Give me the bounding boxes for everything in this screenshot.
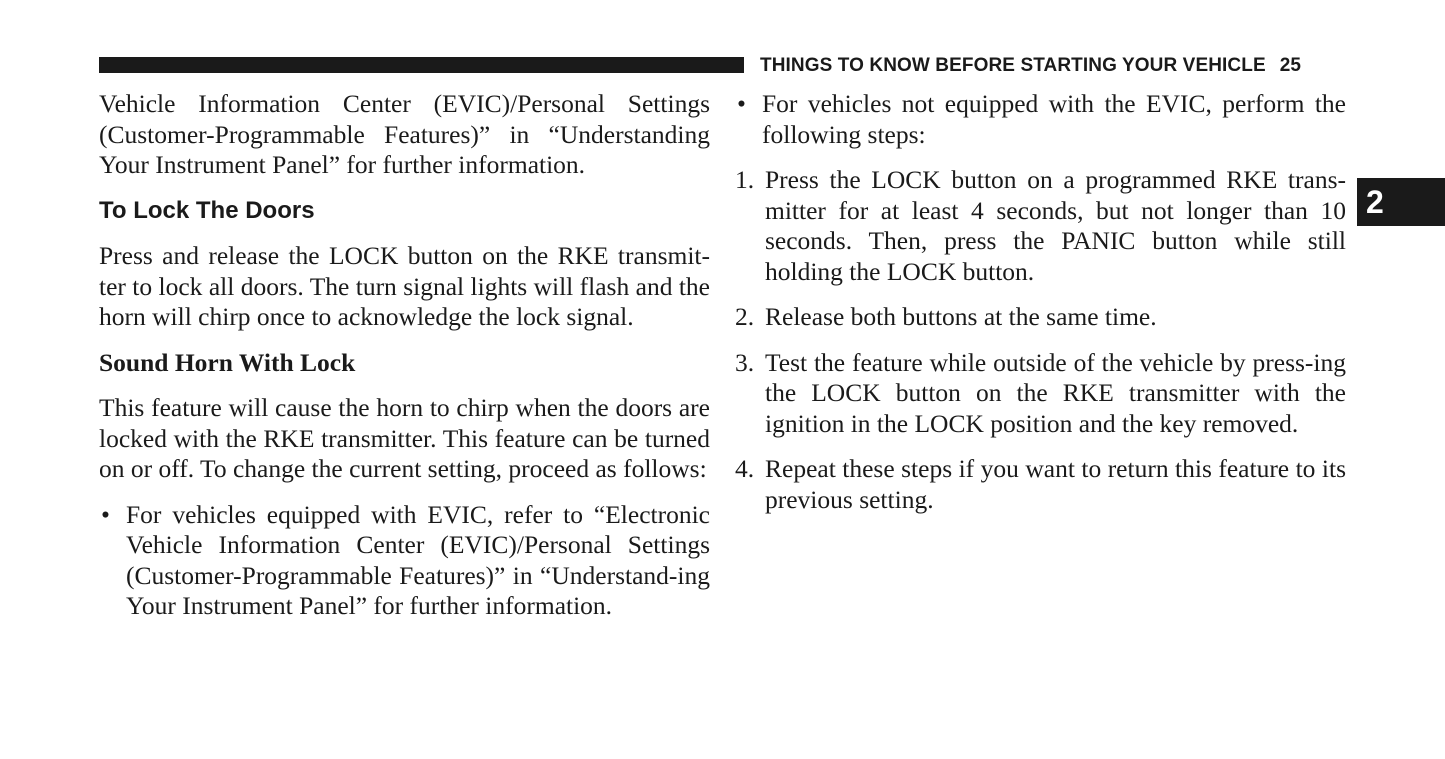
step-text: Test the feature while outside of the vehicle by press-ing the LOCK button on the RKE transmitter with the ignition in the LOCK position and the key removed. (765, 347, 1346, 438)
step-number: 4. (735, 454, 755, 483)
right-column (735, 89, 1346, 515)
header-rule-bar (99, 57, 744, 73)
bullet-marker: • (737, 89, 746, 118)
step-text: Repeat these steps if you want to return this feature to its previous setting. (765, 454, 1346, 514)
step-number: 3. (735, 347, 755, 377)
step-item (735, 165, 1346, 287)
running-header (760, 53, 1301, 79)
step-text: Release both buttons at the same time. (765, 302, 1157, 331)
intro-paragraph: Vehicle Information Center (EVIC)/Personal Settings (Customer-Programmable Features)” in “Understanding Your Instrument Panel” for further information. (99, 89, 710, 179)
sound-horn-paragraph: This feature will cause the horn to chirp when the doors are locked with the RKE transmitter. This feature can be turned on or off. To change the current setting, proceed as follows: (99, 393, 710, 483)
no-evic-bullet-item (735, 89, 1346, 150)
step-text: Press the LOCK button on a programmed RKE trans-mitter for at least 4 seconds, but not longer than 10 seconds. Then, press the PANIC button while still holding the LOCK button. (765, 165, 1346, 286)
step-item (735, 348, 1346, 440)
bullet-marker: • (101, 499, 110, 529)
evic-bullet-text: For vehicles equipped with EVIC, refer to “Electronic Vehicle Information Center (EVIC)/Personal Settings (Customer-Programmable Features)” in “Understand-ing Your Instrument Panel” for further information. (126, 499, 710, 620)
lock-doors-paragraph: Press and release the LOCK button on the RKE transmit-ter to lock all doors. The turn signal lights will flash and the horn will chirp once to acknowledge the lock signal. (99, 241, 710, 331)
left-column (99, 89, 710, 622)
sound-horn-heading: Sound Horn With Lock (99, 347, 356, 377)
step-number: 2. (735, 302, 755, 331)
chapter-tab: 2 (1357, 178, 1445, 226)
page-number: 25 (1279, 55, 1302, 76)
no-evic-bullet-text: For vehicles not equipped with the EVIC, perform the following steps: (762, 89, 1346, 149)
evic-bullet-item (99, 500, 710, 622)
step-item (735, 302, 1346, 333)
step-item (735, 454, 1346, 515)
step-number: 1. (735, 165, 755, 194)
lock-doors-heading: To Lock The Doors (99, 196, 315, 224)
running-header-title: THINGS TO KNOW BEFORE STARTING YOUR VEHICLE (760, 55, 1266, 76)
